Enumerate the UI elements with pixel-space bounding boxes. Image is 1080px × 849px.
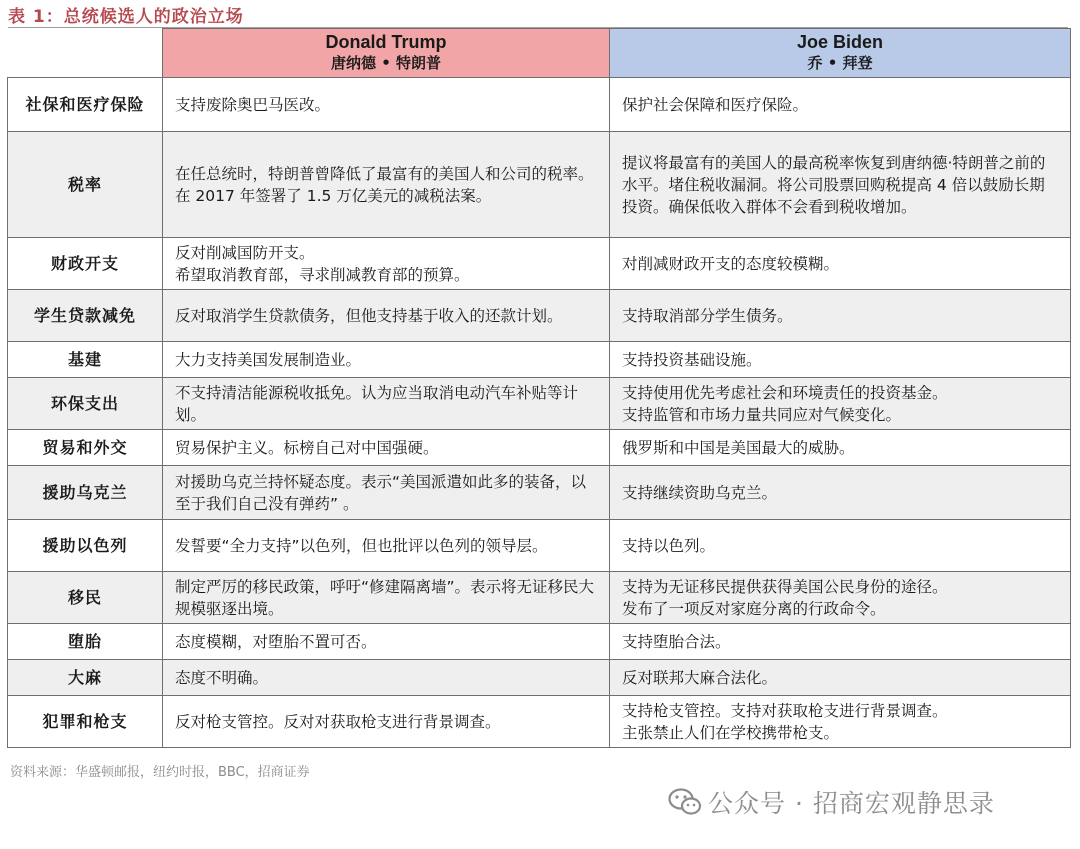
trump-position-cell (163, 696, 610, 748)
biden-position-text: 保护社会保障和医疗保险。 (622, 95, 809, 114)
biden-position-text: 支持投资基础设施。 (622, 350, 762, 369)
biden-position-text: 反对联邦大麻合法化。 (622, 668, 778, 687)
trump-position-cell (163, 520, 610, 572)
header-biden (610, 29, 1071, 78)
biden-position-cell (610, 238, 1071, 290)
row-label: 学生贷款减免 (8, 290, 163, 342)
biden-position-cell (610, 660, 1071, 696)
header-blank-cell (8, 29, 163, 78)
row-label: 援助乌克兰 (8, 466, 163, 520)
trump-position-text: 不支持清洁能源税收抵免。认为应当取消电动汽车补贴等计划。 (175, 383, 579, 424)
row-label: 移民 (8, 572, 163, 624)
biden-position-cell (610, 466, 1071, 520)
row-label: 大麻 (8, 660, 163, 696)
biden-position-text: 支持以色列。 (622, 536, 716, 555)
biden-position-cell (610, 430, 1071, 466)
trump-position-cell (163, 132, 610, 238)
biden-position-cell (610, 78, 1071, 132)
trump-position-text: 态度不明确。 (175, 668, 269, 687)
row-label: 社保和医疗保险 (8, 78, 163, 132)
header-biden-english: Joe Biden (796, 32, 884, 52)
header-biden-chinese: 乔 • 拜登 (807, 54, 873, 72)
table-row (8, 520, 1071, 572)
row-label: 财政开支 (8, 238, 163, 290)
trump-position-cell (163, 660, 610, 696)
table-row (8, 342, 1071, 378)
row-label: 基建 (8, 342, 163, 378)
watermark (668, 784, 995, 820)
biden-position-text: 俄罗斯和中国是美国最大的威胁。 (622, 438, 855, 457)
header-trump-english: Donald Trump (325, 32, 447, 52)
trump-position-cell (163, 430, 610, 466)
biden-position-text: 支持取消部分学生债务。 (622, 306, 793, 325)
trump-position-text: 希望取消教育部，寻求削减教育部的预算。 (175, 265, 470, 284)
row-label: 税率 (8, 132, 163, 238)
trump-position-cell (163, 238, 610, 290)
trump-position-cell (163, 466, 610, 520)
biden-position-cell (610, 696, 1071, 748)
biden-position-text: 主张禁止人们在学校携带枪支。 (622, 723, 840, 742)
trump-position-text: 反对削减国防开支。 (175, 243, 315, 262)
trump-position-cell (163, 624, 610, 660)
biden-position-cell (610, 290, 1071, 342)
trump-position-text: 支持废除奥巴马医改。 (175, 95, 331, 114)
biden-position-text: 支持监管和市场力量共同应对气候变化。 (622, 405, 902, 424)
policy-table (7, 28, 1071, 748)
row-label: 援助以色列 (8, 520, 163, 572)
table-row (8, 660, 1071, 696)
biden-position-text: 支持枪支管控。支持对获取枪支进行背景调查。 (622, 701, 948, 720)
table-row (8, 624, 1071, 660)
row-label: 贸易和外交 (8, 430, 163, 466)
source-note: 资料来源：华盛顿邮报，纽约时报，BBC，招商证券 (10, 765, 310, 780)
header-trump (163, 29, 610, 78)
trump-position-text: 大力支持美国发展制造业。 (175, 350, 362, 369)
table-row (8, 378, 1071, 430)
table-body (8, 78, 1071, 748)
table-row (8, 430, 1071, 466)
row-label: 环保支出 (8, 378, 163, 430)
trump-position-text: 发誓要“全力支持”以色列，但也批评以色列的领导层。 (175, 536, 548, 555)
biden-position-text: 发布了一项反对家庭分离的行政命令。 (622, 599, 886, 618)
row-label: 犯罪和枪支 (8, 696, 163, 748)
watermark-text: 公众号 · 招商宏观静思录 (708, 789, 995, 818)
biden-position-text: 支持继续资助乌克兰。 (622, 483, 778, 502)
table-row (8, 466, 1071, 520)
trump-position-text: 态度模糊，对堕胎不置可否。 (175, 632, 377, 651)
wechat-icon (668, 787, 702, 817)
trump-position-text: 反对枪支管控。反对对获取枪支进行背景调查。 (175, 712, 501, 731)
biden-position-text: 支持使用优先考虑社会和环境责任的投资基金。 (622, 383, 948, 402)
biden-position-cell (610, 342, 1071, 378)
table-row (8, 238, 1071, 290)
table-caption: 表 1：总统候选人的政治立场 (8, 7, 244, 27)
biden-position-text: 支持堕胎合法。 (622, 632, 731, 651)
biden-position-cell (610, 378, 1071, 430)
trump-position-text: 制定严厉的移民政策，呼吁“修建隔离墙”。表示将无证移民大规模驱逐出境。 (175, 577, 595, 618)
table-header-row (8, 29, 1071, 78)
table-row (8, 572, 1071, 624)
trump-position-text: 反对取消学生贷款债务，但他支持基于收入的还款计划。 (175, 306, 563, 325)
table-row (8, 696, 1071, 748)
trump-position-text: 贸易保护主义。标榜自己对中国强硬。 (175, 438, 439, 457)
trump-position-text: 在任总统时，特朗普曾降低了最富有的美国人和公司的税率。 (175, 164, 594, 183)
trump-position-cell (163, 342, 610, 378)
row-label: 堕胎 (8, 624, 163, 660)
biden-position-text: 对削减财政开支的态度较模糊。 (622, 254, 840, 273)
biden-position-cell (610, 132, 1071, 238)
table-row (8, 132, 1071, 238)
trump-position-cell (163, 378, 610, 430)
trump-position-cell (163, 78, 610, 132)
trump-position-text: 在 2017 年签署了 1.5 万亿美元的减税法案。 (175, 186, 492, 205)
trump-position-text: 对援助乌克兰持怀疑态度。表示“美国派遣如此多的装备，以至于我们自己没有弹药” 。 (175, 472, 587, 513)
header-trump-chinese: 唐纳德 • 特朗普 (330, 54, 442, 72)
trump-position-cell (163, 572, 610, 624)
biden-position-text: 提议将最富有的美国人的最高税率恢复到唐纳德·特朗普之前的水平。堵住税收漏洞。将公司股票回购税提高 4 倍以鼓励长期投资。确保低收入群体不会看到税收增加。 (622, 153, 1046, 216)
biden-position-cell (610, 624, 1071, 660)
table-row (8, 78, 1071, 132)
trump-position-cell (163, 290, 610, 342)
biden-position-cell (610, 572, 1071, 624)
table-row (8, 290, 1071, 342)
biden-position-cell (610, 520, 1071, 572)
biden-position-text: 支持为无证移民提供获得美国公民身份的途径。 (622, 577, 948, 596)
